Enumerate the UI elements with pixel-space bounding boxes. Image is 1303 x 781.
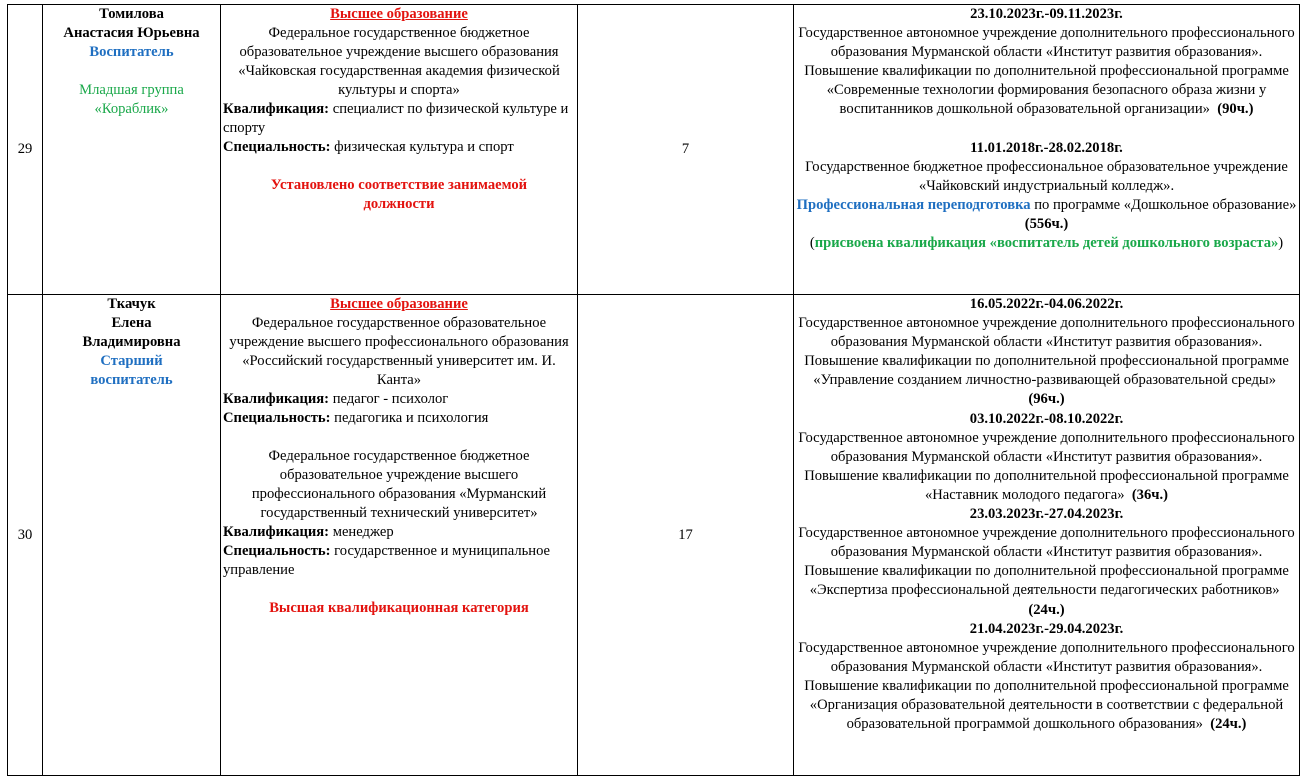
institution: Федеральное государственное образовательное учреждение высшего профессионального образования «Российский государственный университет им. И. Канта»	[229, 315, 569, 388]
row-number	[8, 5, 43, 295]
education-cell	[221, 295, 578, 776]
staff-table	[7, 4, 1300, 776]
courses-cell	[794, 295, 1300, 776]
course-text	[796, 429, 1297, 505]
course-dates: 16.05.2022г.-04.06.2022г.	[969, 296, 1124, 312]
experience-cell	[578, 5, 794, 295]
course-description: Государственное автономное учреждение дополнительного профессионального образования Мурманской области «Институт развития образования». Повышение квалификации по дополнительной профессиональной программе «Экспертиза профессиональной деятельности педагогических работников»	[798, 525, 1295, 599]
employee-surname: Томилова	[99, 6, 164, 22]
specialty	[223, 138, 575, 157]
specialty-value: педагогика и психология	[334, 410, 489, 426]
education-level: Высшее образование	[330, 296, 468, 312]
specialty	[223, 409, 575, 428]
qualification-value: менеджер	[332, 524, 394, 540]
specialty-value: физическая культура и спорт	[334, 139, 514, 155]
retraining-label: Профессиональная переподготовка	[796, 196, 1031, 213]
qualification	[223, 523, 575, 542]
specialty-value: государственное и муниципальное управление	[223, 543, 551, 578]
qualification-label: Квалификация:	[223, 101, 330, 117]
paren-open: (	[809, 235, 815, 252]
qualification-label: Квалификация:	[223, 391, 330, 407]
qualification	[223, 390, 575, 409]
employee-given-name: Анастасия Юрьевна	[63, 25, 200, 41]
qualification-value: педагог - психолог	[332, 391, 449, 407]
courses-cell	[794, 5, 1300, 295]
course-hours: (24ч.)	[1028, 601, 1065, 618]
course-text	[796, 24, 1297, 119]
employee-cell	[43, 5, 221, 295]
row-number	[8, 295, 43, 776]
employee-patronymic: Владимировна	[82, 334, 181, 350]
experience-value: 7	[681, 141, 690, 157]
employee-cell	[43, 295, 221, 776]
experience-cell	[578, 295, 794, 776]
course-hours: (556ч.)	[1024, 215, 1069, 232]
qualification-value: специалист по физической культуре и спорту	[223, 101, 569, 136]
employee-position: Воспитатель	[89, 44, 174, 60]
course-hours: (96ч.)	[1028, 391, 1065, 408]
course-text	[796, 314, 1297, 409]
education-cell	[221, 5, 578, 295]
employee-surname: Ткачук	[107, 296, 156, 312]
course-dates: 23.10.2023г.-09.11.2023г.	[970, 6, 1123, 22]
course-dates: 23.03.2023г.-27.04.2023г.	[969, 506, 1124, 523]
institution: Федеральное государственное бюджетное образовательное учреждение высшего образования «Чайковская государственная академия физической культуры и спорта»	[238, 25, 560, 98]
assigned-qualification-text: присвоена квалификация «воспитатель детей дошкольного возраста»	[814, 235, 1279, 252]
assigned-qualification	[796, 234, 1297, 253]
employee-given-name: Елена	[111, 315, 152, 331]
course-description: Государственное автономное учреждение дополнительного профессионального образования Мурманской области «Институт развития образования». Повышение квалификации по дополнительной профессиональной программе «Организация образовательной деятельности в соответствии с федеральной образовательной программой дошкольного образования»	[798, 639, 1295, 733]
table-row	[8, 5, 1300, 295]
course-dates: 11.01.2018г.-28.02.2018г.	[970, 139, 1123, 156]
row-number-text: 29	[17, 141, 33, 157]
experience-value: 17	[678, 526, 693, 543]
course-retraining	[796, 196, 1297, 234]
institution: Федеральное государственное бюджетное образовательное учреждение высшего профессионального образования «Мурманский государственный технический университет»	[251, 448, 547, 521]
specialty	[223, 542, 575, 580]
course-hours: (24ч.)	[1210, 716, 1247, 733]
table-row	[8, 295, 1300, 776]
specialty-label: Специальность:	[223, 139, 331, 155]
education-level: Высшее образование	[330, 6, 468, 22]
course-dates: 03.10.2022г.-08.10.2022г.	[969, 410, 1124, 427]
retraining-program: по программе «Дошкольное образование»	[1034, 196, 1297, 213]
row-number-text: 30	[17, 526, 33, 543]
course-dates: 21.04.2023г.-29.04.2023г.	[969, 620, 1124, 637]
qualification-label: Квалификация:	[223, 524, 330, 540]
specialty-label: Специальность:	[223, 410, 331, 426]
attestation-status: Высшая квалификационная категория	[269, 600, 529, 616]
course-text	[796, 524, 1297, 619]
course-description: Государственное автономное учреждение дополнительного профессионального образования Мурманской области «Институт развития образования». Повышение квалификации по дополнительной профессиональной программе «Современные технологии формирования безопасного образа жизни у воспитанников дошкольной образовательной организации»	[798, 25, 1295, 118]
paren-close: )	[1278, 235, 1284, 252]
attestation-status: Установлено соответствие занимаемой должности	[270, 177, 528, 212]
specialty-label: Специальность:	[223, 543, 331, 559]
employee-group: Младшая группа «Кораблик»	[79, 82, 184, 117]
course-hours: (36ч.)	[1131, 486, 1169, 503]
course-description: Государственное автономное учреждение дополнительного профессионального образования Мурманской области «Институт развития образования». Повышение квалификации по дополнительной профессиональной программе «Управление созданием личностно-развивающей образовательной среды»	[798, 315, 1295, 389]
course-text	[796, 639, 1297, 734]
course-hours: (90ч.)	[1217, 101, 1254, 118]
course-description: Государственное бюджетное профессиональное образовательное учреждение «Чайковский индустриальный колледж».	[805, 158, 1288, 194]
qualification	[223, 100, 575, 138]
employee-position: Старший воспитатель	[90, 353, 173, 388]
course-description: Государственное автономное учреждение дополнительного профессионального образования Мурманской области «Институт развития образования». Повышение квалификации по дополнительной профессиональной программе «Наставник молодого педагога»	[798, 429, 1295, 503]
